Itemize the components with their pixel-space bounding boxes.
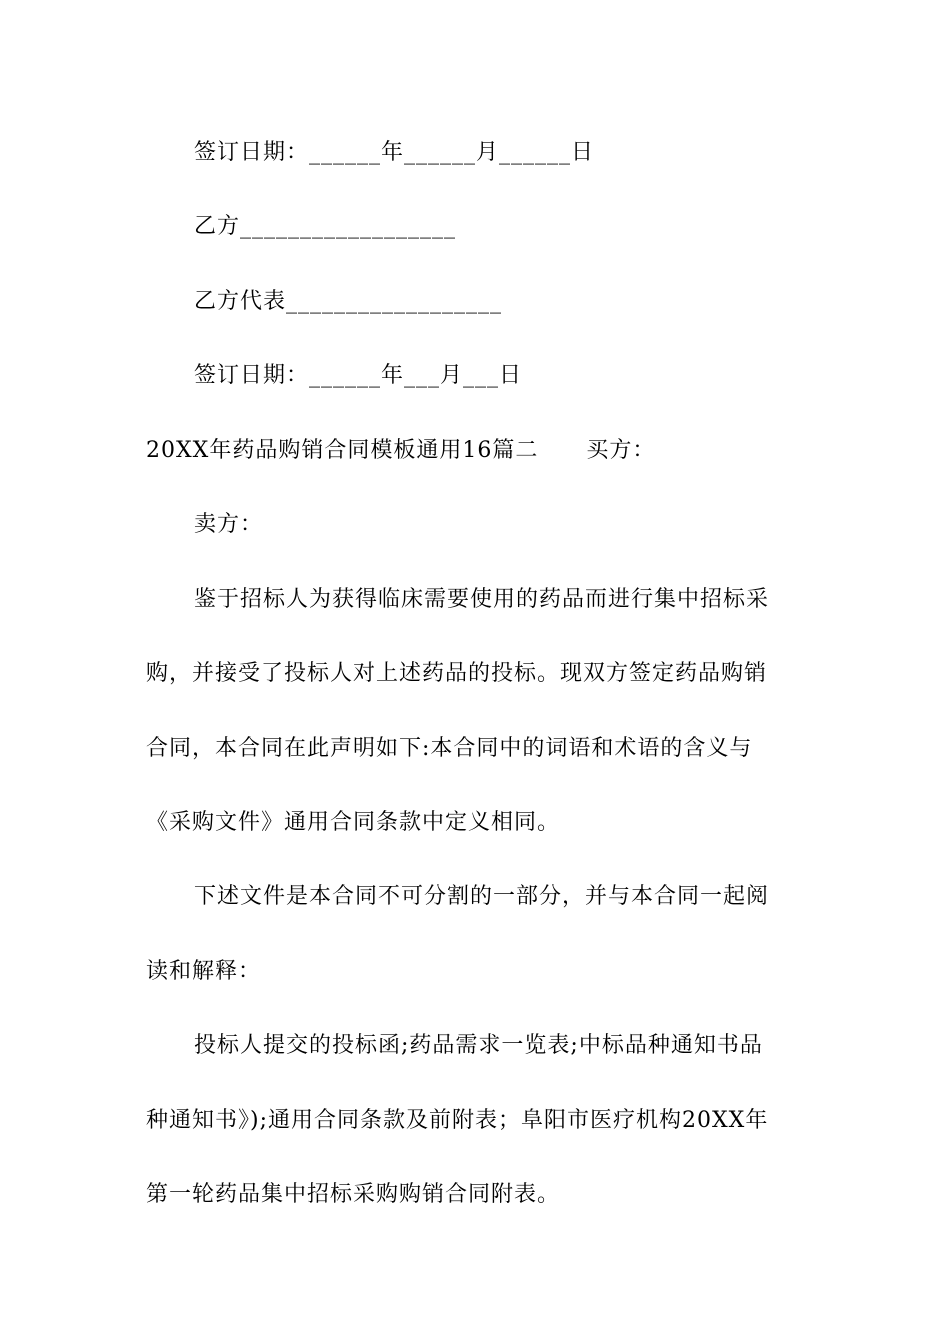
section-heading-line xyxy=(146,436,806,466)
paragraph-1-line-2: 购，并接受了投标人对上述药品的投标。现双方签定药品购销 xyxy=(146,661,768,686)
seller-label: 卖方： xyxy=(194,512,264,537)
paragraph-3-line-2: 种通知书》);通用合同条款及前附表；阜阳市医疗机构20XX年 xyxy=(146,1108,769,1133)
signing-date-line-2: 签订日期：______年___月___日 xyxy=(194,363,523,388)
party-b-line: 乙方__________________ xyxy=(194,214,457,239)
signing-date-line-1: 签订日期：______年______月______日 xyxy=(194,140,595,165)
paragraph-3-line-3: 第一轮药品集中招标采购购销合同附表。 xyxy=(146,1182,561,1207)
paragraph-2-line-2: 读和解释： xyxy=(146,959,262,984)
party-b-representative-line: 乙方代表__________________ xyxy=(194,289,503,314)
section-heading: 20XX年药品购销合同模板通用16篇二 xyxy=(146,438,539,463)
paragraph-2-line-1: 下述文件是本合同不可分割的一部分，并与本合同一起阅 xyxy=(194,884,770,909)
buyer-label: 买方： xyxy=(586,438,656,463)
paragraph-1-line-1: 鉴于招标人为获得临床需要使用的药品而进行集中招标采 xyxy=(194,587,770,612)
paragraph-1-line-4: 《采购文件》通用合同条款中定义相同。 xyxy=(146,810,561,835)
paragraph-3-line-1: 投标人提交的投标函;药品需求一览表;中标品种通知书品 xyxy=(194,1033,763,1058)
paragraph-1-line-3: 合同，本合同在此声明如下:本合同中的词语和术语的含义与 xyxy=(146,736,753,761)
